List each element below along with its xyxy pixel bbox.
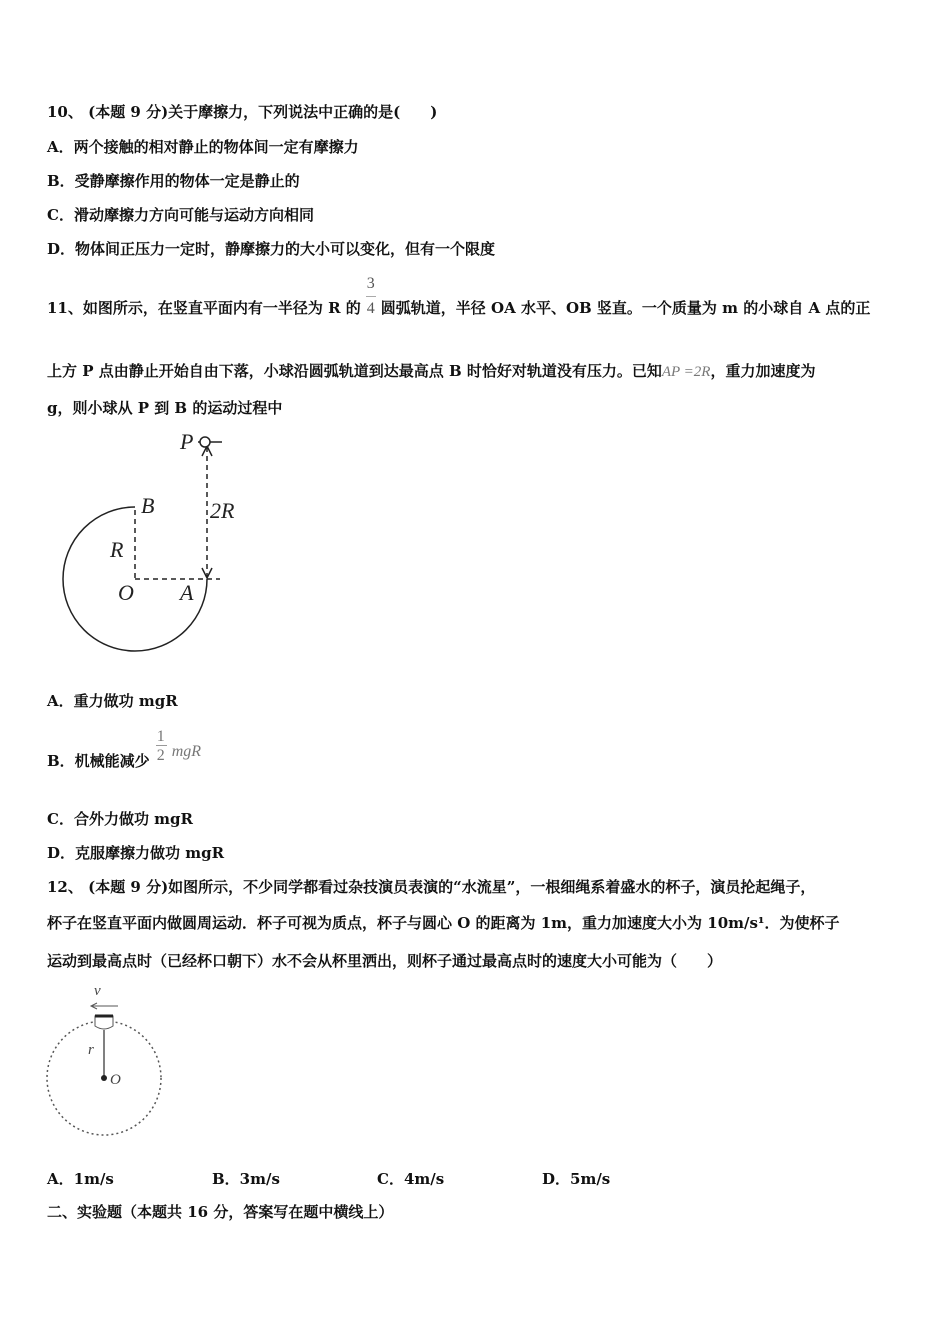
q10-option-d: D．物体间正压力一定时，静摩擦力的大小可以变化，但有一个限度: [47, 240, 496, 258]
label-p: P: [180, 429, 194, 454]
half-bar: [156, 745, 167, 746]
label-r: R: [110, 537, 124, 562]
half-expression: mgR: [171, 743, 202, 760]
fraction-numerator: 3: [366, 275, 375, 292]
label-a: A: [180, 580, 194, 605]
q12-option-d: D．5m/s: [542, 1170, 611, 1188]
center-point: [101, 1075, 107, 1081]
label-v: v: [94, 983, 101, 999]
label-2r: 2R: [210, 498, 235, 523]
section-2-heading: 二、实验题（本题共 16 分，答案写在题中横线上）: [47, 1203, 394, 1221]
half-denominator: 2: [156, 747, 165, 764]
velocity-arrow: [91, 1003, 118, 1009]
q12-option-b: B．3m/s: [212, 1170, 280, 1188]
fraction-denominator: 4: [366, 300, 375, 317]
label-r-small: r: [88, 1042, 94, 1058]
ball-p: [200, 437, 210, 447]
q11-option-b-prefix: B．机械能减少: [47, 752, 150, 770]
q11-option-d: D．克服摩擦力做功 mgR: [47, 844, 225, 862]
q12-line2: 杯子在竖直平面内做圆周运动．杯子可视为质点，杯子与圆心 O 的距离为 1m，重力加速度大小为 10m/s¹．为使杯子: [47, 914, 840, 932]
q10-option-a: A．两个接触的相对静止的物体间一定有摩擦力: [47, 138, 359, 156]
q10-option-b: B．受静摩擦作用的物体一定是静止的: [47, 172, 300, 190]
q11-option-a: A．重力做功 mgR: [47, 692, 178, 710]
q11-line2b: ，重力加速度为: [710, 362, 816, 380]
q11-line1a: 11、如图所示，在竖直平面内有一半径为 R 的: [47, 299, 361, 317]
equation: AP =2R: [661, 364, 711, 380]
q12-line1: 12、 (本题 9 分)如图所示，不少同学都看过杂技演员表演的“水流星”，一根细绳系着盛水的杯子，演员抡起绳子，: [47, 878, 816, 896]
q11-line1b: 圆弧轨道，半径 OA 水平、OB 竖直。一个质量为 m 的小球自 A 点的正: [380, 299, 871, 317]
q11-option-b: [47, 728, 202, 771]
arc-track-figure: [63, 437, 222, 651]
half-numerator: 1: [156, 728, 165, 745]
label-b: B: [141, 493, 155, 518]
label-o-small: O: [110, 1072, 121, 1088]
water-meteor-figure: [47, 1003, 161, 1135]
q12-option-a: A．1m/s: [47, 1170, 114, 1188]
q11-option-c: C．合外力做功 mgR: [47, 810, 193, 828]
label-o: O: [118, 580, 134, 605]
q10-stem: 10、 (本题 9 分)关于摩擦力，下列说法中正确的是( ): [47, 103, 438, 121]
q11-line3: g，则小球从 P 到 B 的运动过程中: [47, 399, 283, 417]
cup: [95, 1016, 113, 1029]
q11-line2a: 上方 P 点由静止开始自由下落，小球沿圆弧轨道到达最高点 B 时恰好对轨道没有压力。已知: [47, 362, 662, 380]
q12-option-c: C．4m/s: [377, 1170, 445, 1188]
half-fraction: [156, 728, 168, 766]
q10-option-c: C．滑动摩擦力方向可能与运动方向相同: [47, 206, 314, 224]
q12-line3: 运动到最高点时（已经杯口朝下）水不会从杯里洒出，则杯子通过最高点时的速度大小可能为（ ）: [47, 952, 723, 970]
